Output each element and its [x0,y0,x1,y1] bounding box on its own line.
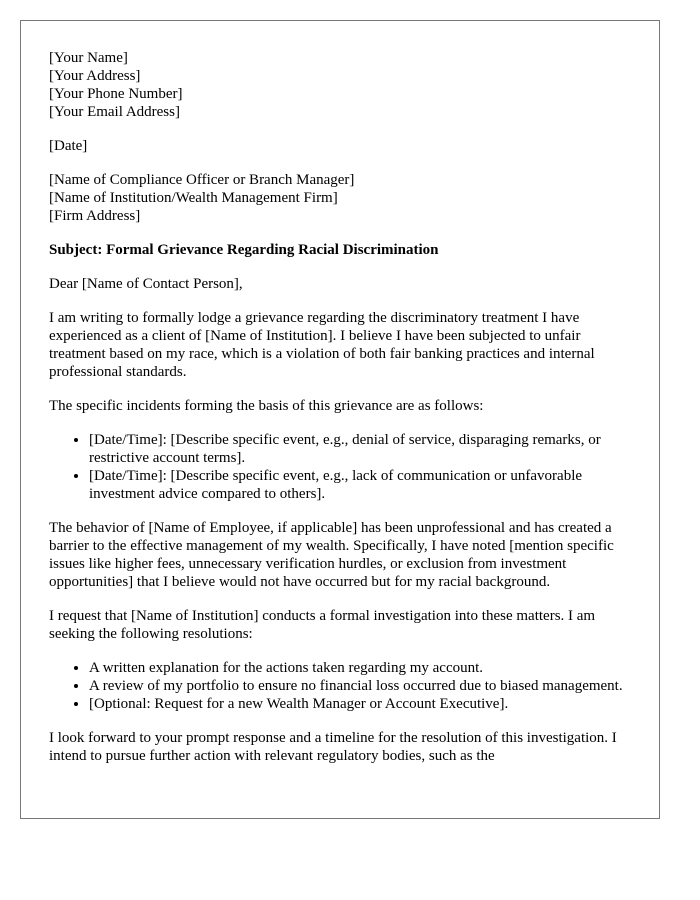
paragraph-behavior: The behavior of [Name of Employee, if applicable] has been unprofessional and has created a barrier to the effective management of my wealth. Specifically, I have noted [mention specific issues like higher fees, unnecessary verification hurdles, or exclusion from investment opportunities] that I believe would not have occurred but for my racial background. [49,520,614,590]
paragraph-closing: I look forward to your prompt response and a timeline for the resolution of this investigation. I intend to pursue further action with relevant regulatory bodies, such as the [49,730,617,764]
sender-block [49,49,639,121]
recipient-line-2: [Name of Institution/Wealth Management Firm] [49,190,338,206]
sender-phone: [Your Phone Number] [49,86,183,102]
resolution-item: • A review of my portfolio to ensure no financial loss occurred due to biased management. [89,677,639,695]
incident-item: • [Date/Time]: [Describe specific event, e.g., lack of communication or unfavorable investment advice compared to others]. [89,467,639,503]
sender-address: [Your Address] [49,68,141,84]
sender-name: [Your Name] [49,50,128,66]
date-line: [Date] [49,138,88,154]
recipient-line-3: [Firm Address] [49,208,141,224]
paragraph-intro: I am writing to formally lodge a grievance regarding the discriminatory treatment I have experienced as a client of [Name of Institution]. I believe I have been subjected to unfair treatment based on my race, which is a violation of both fair banking practices and internal professional standards. [49,310,595,380]
salutation: Dear [Name of Contact Person], [49,276,243,292]
resolution-list [49,659,639,713]
recipient-block [49,171,639,225]
resolution-item: • [Optional: Request for a new Wealth Manager or Account Executive]. [89,695,639,713]
sender-email: [Your Email Address] [49,104,180,120]
letter-page [20,20,660,819]
letter-body [49,49,639,781]
subject-line: Subject: Formal Grievance Regarding Racial Discrimination [49,242,439,258]
paragraph-request: I request that [Name of Institution] conducts a formal investigation into these matters. I am seeking the following resolutions: [49,608,596,642]
incident-item: • [Date/Time]: [Describe specific event, e.g., denial of service, disparaging remarks, or restrictive account terms]. [89,431,639,467]
incident-list [49,431,639,503]
paragraph-incidents-lead: The specific incidents forming the basis of this grievance are as follows: [49,398,484,414]
resolution-item: • A written explanation for the actions taken regarding my account. [89,659,639,677]
recipient-line-1: [Name of Compliance Officer or Branch Manager] [49,172,355,188]
